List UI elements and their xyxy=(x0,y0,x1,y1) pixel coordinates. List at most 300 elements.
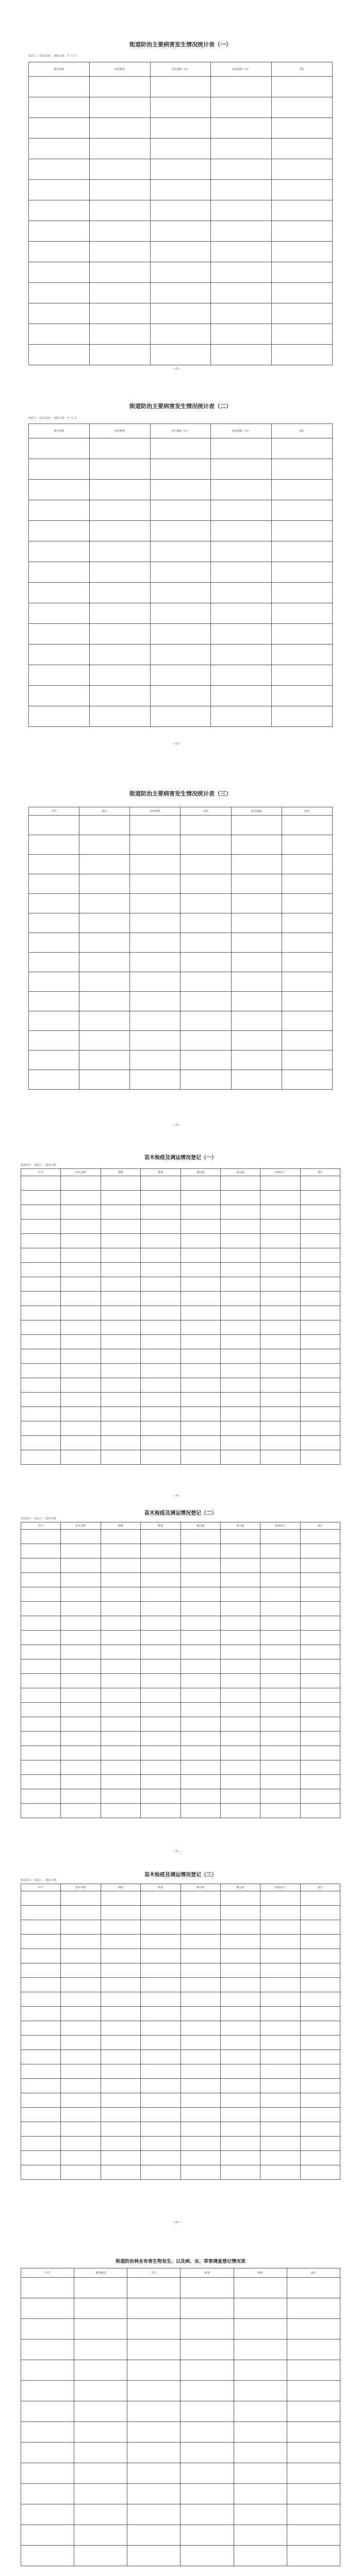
table-cell xyxy=(300,2165,340,2180)
table-cell xyxy=(21,1558,61,1573)
table-cell xyxy=(21,1407,61,1421)
table-cell xyxy=(220,1659,260,1674)
table-cell xyxy=(141,1248,180,1263)
col-header: 苗木名称 xyxy=(61,1169,101,1176)
table-cell xyxy=(29,603,90,624)
table-cell xyxy=(300,1963,340,1978)
table-cell xyxy=(300,1248,340,1263)
table-cell xyxy=(101,1717,140,1732)
table-cell xyxy=(21,1760,61,1775)
table-cell xyxy=(180,953,231,972)
table-cell xyxy=(211,438,272,459)
table-cell xyxy=(141,1746,180,1760)
table-cell xyxy=(101,1277,140,1292)
table-cell xyxy=(180,2340,234,2360)
table-cell xyxy=(101,1804,140,1818)
table-cell xyxy=(21,1906,61,1920)
page-1-table xyxy=(28,62,333,365)
table-cell xyxy=(130,874,180,894)
table-cell xyxy=(21,1631,61,1645)
table-cell xyxy=(300,1234,340,1248)
table-cell xyxy=(300,1349,340,1364)
col-header: 备注 xyxy=(300,1884,340,1891)
table-cell xyxy=(101,1891,140,1906)
table-cell xyxy=(272,686,333,706)
table-cell xyxy=(211,200,272,221)
table-row xyxy=(29,645,333,665)
table-cell xyxy=(287,2463,340,2484)
table-cell xyxy=(260,1645,300,1659)
table-cell xyxy=(300,1364,340,1378)
table-cell xyxy=(180,1920,220,1935)
table-cell xyxy=(29,665,90,686)
table-cell xyxy=(150,603,211,624)
page-3 xyxy=(0,762,361,1144)
col-header: 检疫证号 xyxy=(260,1169,300,1176)
table-cell xyxy=(234,2484,287,2504)
table-cell xyxy=(282,1070,332,1090)
table-cell xyxy=(260,2064,300,2079)
table-cell xyxy=(180,2093,220,2108)
table-row xyxy=(29,159,333,180)
table-cell xyxy=(21,1659,61,1674)
col-header: 备注 xyxy=(287,2268,340,2278)
table-cell xyxy=(260,1320,300,1335)
table-cell xyxy=(29,97,90,118)
table-row xyxy=(21,1616,340,1631)
table-cell xyxy=(74,2443,127,2463)
col-header: 调入地 xyxy=(220,1169,260,1176)
table-cell xyxy=(101,1436,140,1450)
table-cell xyxy=(272,345,333,365)
table-cell xyxy=(29,541,90,562)
col-header: 备注 xyxy=(282,807,332,816)
table-cell xyxy=(282,992,332,1011)
table-row xyxy=(29,77,333,97)
table-row xyxy=(21,1789,340,1804)
table-cell xyxy=(180,972,231,992)
table-cell xyxy=(21,2484,74,2504)
table-cell xyxy=(21,1263,61,1277)
table-cell xyxy=(29,242,90,262)
table-cell xyxy=(21,2340,74,2360)
table-cell xyxy=(234,2340,287,2360)
table-cell xyxy=(260,1364,300,1378)
table-cell xyxy=(130,894,180,913)
table-cell xyxy=(21,2422,74,2443)
table-cell xyxy=(101,1935,140,1949)
table-row xyxy=(21,1248,340,1263)
table-cell xyxy=(220,1248,260,1263)
table-cell xyxy=(300,1746,340,1760)
table-cell xyxy=(260,2108,300,2122)
table-cell xyxy=(74,2319,127,2340)
table-cell xyxy=(29,686,90,706)
table-cell xyxy=(180,1891,220,1906)
table-cell xyxy=(141,2036,180,2050)
table-cell xyxy=(89,438,150,459)
table-cell xyxy=(220,2137,260,2151)
table-cell xyxy=(180,1277,220,1292)
table-cell xyxy=(89,118,150,139)
table-cell xyxy=(300,1450,340,1465)
table-cell xyxy=(127,2401,180,2422)
table-cell xyxy=(21,1205,61,1219)
page-4-table xyxy=(21,1168,340,1465)
table-cell xyxy=(141,1688,180,1703)
table-cell xyxy=(101,2050,140,2064)
table-cell xyxy=(180,2165,220,2180)
table-cell xyxy=(21,1746,61,1760)
table-cell xyxy=(101,1191,140,1205)
table-cell xyxy=(21,1450,61,1465)
table-cell xyxy=(150,706,211,727)
table-cell xyxy=(101,1602,140,1616)
table-cell xyxy=(89,242,150,262)
table-cell xyxy=(101,1645,140,1659)
table-cell xyxy=(300,2064,340,2079)
table-cell xyxy=(150,583,211,603)
col-header: 地点名称 xyxy=(29,424,90,438)
table-cell xyxy=(61,1703,101,1717)
table-cell xyxy=(282,874,332,894)
table-cell xyxy=(89,303,150,324)
table-cell xyxy=(141,1558,180,1573)
table-cell xyxy=(220,1906,260,1920)
table-cell xyxy=(260,1421,300,1436)
table-cell xyxy=(211,262,272,283)
table-cell xyxy=(101,1219,140,1234)
table-cell xyxy=(287,2319,340,2340)
table-cell xyxy=(220,1378,260,1393)
table-row xyxy=(29,972,333,992)
table-row xyxy=(21,2340,340,2360)
table-cell xyxy=(231,1050,282,1070)
table-cell xyxy=(101,1587,140,1602)
page-7-title: 街道防治林业有害生物发生、以及病、虫、草害调查登记情况表 xyxy=(115,2259,245,2264)
table-cell xyxy=(141,1935,180,1949)
table-cell xyxy=(130,835,180,855)
table-cell xyxy=(220,1631,260,1645)
table-cell xyxy=(130,992,180,1011)
table-cell xyxy=(180,1205,220,1219)
table-cell xyxy=(220,2050,260,2064)
col-header: 苗木名称 xyxy=(61,1884,101,1891)
table-cell xyxy=(29,933,79,953)
table-cell xyxy=(89,159,150,180)
table-cell xyxy=(211,221,272,242)
table-cell xyxy=(89,180,150,200)
table-cell xyxy=(101,2007,140,2021)
table-row xyxy=(21,2122,340,2137)
table-row xyxy=(21,1573,340,1587)
table-cell xyxy=(272,324,333,345)
table-cell xyxy=(282,816,332,835)
table-cell xyxy=(61,1421,101,1436)
table-cell xyxy=(101,1963,140,1978)
table-row xyxy=(21,1963,340,1978)
table-cell xyxy=(180,1616,220,1631)
table-cell xyxy=(127,2484,180,2504)
table-cell xyxy=(211,459,272,480)
col-header: 面积 xyxy=(234,2268,287,2278)
table-cell xyxy=(300,1674,340,1688)
table-cell xyxy=(61,1935,101,1949)
table-row xyxy=(21,2064,340,2079)
table-cell xyxy=(89,562,150,583)
table-cell xyxy=(29,459,90,480)
table-cell xyxy=(150,118,211,139)
table-cell xyxy=(21,2319,74,2340)
table-cell xyxy=(272,303,333,324)
table-cell xyxy=(101,1349,140,1364)
table-cell xyxy=(21,1436,61,1450)
table-cell xyxy=(21,1378,61,1393)
table-row xyxy=(21,1335,340,1349)
table-row xyxy=(21,1891,340,1906)
table-cell xyxy=(21,2108,61,2122)
table-row xyxy=(21,1364,340,1378)
table-cell xyxy=(180,2298,234,2319)
table-cell xyxy=(220,1277,260,1292)
table-cell xyxy=(101,2064,140,2079)
table-cell xyxy=(89,480,150,500)
col-header: 面积 xyxy=(180,807,231,816)
table-cell xyxy=(180,2422,234,2443)
table-cell xyxy=(101,1949,140,1963)
table-cell xyxy=(272,139,333,159)
table-cell xyxy=(61,2151,101,2165)
table-cell xyxy=(180,1963,220,1978)
table-row xyxy=(21,2151,340,2165)
table-cell xyxy=(220,1349,260,1364)
table-cell xyxy=(130,1070,180,1090)
page-2 xyxy=(0,381,361,762)
table-cell xyxy=(74,2381,127,2401)
table-cell xyxy=(21,2525,74,2546)
table-row xyxy=(21,1746,340,1760)
table-cell xyxy=(61,1906,101,1920)
table-cell xyxy=(61,1558,101,1573)
table-cell xyxy=(141,1789,180,1804)
table-cell xyxy=(220,1558,260,1573)
table-cell xyxy=(300,1703,340,1717)
table-row xyxy=(21,2422,340,2443)
table-cell xyxy=(61,2021,101,2036)
table-cell xyxy=(260,1558,300,1573)
table-cell xyxy=(211,645,272,665)
table-cell xyxy=(220,1616,260,1631)
table-cell xyxy=(260,2151,300,2165)
table-cell xyxy=(21,1292,61,1306)
table-cell xyxy=(180,1407,220,1421)
table-cell xyxy=(74,2504,127,2525)
table-cell xyxy=(61,1717,101,1732)
table-cell xyxy=(260,1978,300,1992)
table-cell xyxy=(300,2036,340,2050)
table-row xyxy=(21,2443,340,2463)
table-row xyxy=(29,992,333,1011)
table-cell xyxy=(127,2298,180,2319)
table-cell xyxy=(260,2122,300,2137)
table-cell xyxy=(300,1421,340,1436)
table-cell xyxy=(61,1450,101,1465)
table-cell xyxy=(141,1544,180,1558)
col-header: 检疫证号 xyxy=(260,1522,300,1530)
table-cell xyxy=(89,283,150,303)
table-cell xyxy=(89,139,150,159)
table-cell xyxy=(130,1050,180,1070)
table-row xyxy=(21,2007,340,2021)
table-cell xyxy=(61,1659,101,1674)
table-cell xyxy=(260,1205,300,1219)
table-cell xyxy=(272,77,333,97)
table-cell xyxy=(260,1674,300,1688)
table-cell xyxy=(61,1760,101,1775)
table-cell xyxy=(21,1587,61,1602)
table-cell xyxy=(180,1191,220,1205)
col-header: 序号 xyxy=(29,807,79,816)
table-cell xyxy=(101,1393,140,1407)
table-cell xyxy=(260,1573,300,1587)
table-cell xyxy=(79,874,130,894)
table-cell xyxy=(231,933,282,953)
col-header: 检疫证号 xyxy=(260,1884,300,1891)
table-row xyxy=(21,2463,340,2484)
table-cell xyxy=(21,2298,74,2319)
table-cell xyxy=(220,1205,260,1219)
col-header: 病害种类 xyxy=(130,807,180,816)
table-row xyxy=(29,541,333,562)
table-cell xyxy=(29,521,90,541)
table-cell xyxy=(61,1992,101,2007)
table-cell xyxy=(300,1530,340,1544)
table-cell xyxy=(141,2165,180,2180)
table-cell xyxy=(234,2298,287,2319)
col-header: 防治面积（亩） xyxy=(211,424,272,438)
table-cell xyxy=(260,1393,300,1407)
table-cell xyxy=(272,521,333,541)
table-cell xyxy=(101,1205,140,1219)
col-header: 发生面积（亩） xyxy=(150,424,211,438)
table-row xyxy=(29,562,333,583)
table-cell xyxy=(300,1205,340,1219)
table-cell xyxy=(180,1906,220,1920)
table-cell xyxy=(272,706,333,727)
table-cell xyxy=(300,2137,340,2151)
table-cell xyxy=(211,562,272,583)
table-cell xyxy=(21,1421,61,1436)
table-cell xyxy=(180,1263,220,1277)
table-cell xyxy=(300,1602,340,1616)
table-cell xyxy=(150,242,211,262)
table-cell xyxy=(141,1421,180,1436)
col-header: 苗木名称 xyxy=(61,1522,101,1530)
table-cell xyxy=(61,2165,101,2180)
table-row xyxy=(21,1234,340,1248)
table-cell xyxy=(220,1421,260,1436)
table-cell xyxy=(29,706,90,727)
table-cell xyxy=(234,2381,287,2401)
table-cell xyxy=(29,913,79,933)
table-cell xyxy=(300,1949,340,1963)
table-cell xyxy=(29,1050,79,1070)
page-3-title: 街道防治主要病害发生情况统计表（三） xyxy=(129,790,232,797)
table-cell xyxy=(101,1978,140,1992)
table-cell xyxy=(260,2050,300,2064)
table-cell xyxy=(79,816,130,835)
table-cell xyxy=(260,1450,300,1465)
table-row xyxy=(29,1070,333,1090)
table-cell xyxy=(287,2504,340,2525)
table-cell xyxy=(220,1963,260,1978)
table-cell xyxy=(260,1219,300,1234)
table-cell xyxy=(272,645,333,665)
table-cell xyxy=(29,1011,79,1031)
table-cell xyxy=(21,1602,61,1616)
table-cell xyxy=(89,345,150,365)
table-row xyxy=(21,1717,340,1732)
table-cell xyxy=(231,835,282,855)
table-cell xyxy=(141,1804,180,1818)
table-cell xyxy=(300,1219,340,1234)
col-header: 病害种类 xyxy=(89,424,150,438)
table-cell xyxy=(220,2064,260,2079)
table-row xyxy=(29,1031,333,1050)
table-cell xyxy=(180,2360,234,2381)
table-cell xyxy=(141,2050,180,2064)
table-cell xyxy=(272,200,333,221)
table-row xyxy=(21,1558,340,1573)
table-cell xyxy=(21,1335,61,1349)
table-cell xyxy=(130,972,180,992)
table-cell xyxy=(260,2093,300,2108)
table-cell xyxy=(101,1703,140,1717)
table-cell xyxy=(300,2151,340,2165)
table-cell xyxy=(21,2463,74,2484)
col-header: 序号 xyxy=(21,1884,61,1891)
table-cell xyxy=(29,118,90,139)
table-cell xyxy=(21,1277,61,1292)
table-row xyxy=(21,1450,340,1465)
table-cell xyxy=(127,2546,180,2566)
table-row xyxy=(21,1674,340,1688)
table-row xyxy=(21,2036,340,2050)
table-cell xyxy=(127,2319,180,2340)
table-cell xyxy=(21,2546,74,2566)
table-cell xyxy=(101,1746,140,1760)
table-cell xyxy=(220,1775,260,1789)
table-cell xyxy=(287,2298,340,2319)
table-cell xyxy=(260,1949,300,1963)
table-row xyxy=(29,97,333,118)
table-cell xyxy=(300,1789,340,1804)
table-cell xyxy=(300,1320,340,1335)
table-cell xyxy=(141,1674,180,1688)
page-2-title: 街道防治主要病害发生情况统计表（二） xyxy=(129,403,232,410)
table-cell xyxy=(130,933,180,953)
table-cell xyxy=(180,2443,234,2463)
table-cell xyxy=(180,1935,220,1949)
table-cell xyxy=(180,1746,220,1760)
table-cell xyxy=(220,1935,260,1949)
col-header: 调出地 xyxy=(180,1884,220,1891)
table-cell xyxy=(21,2278,74,2298)
table-row xyxy=(21,1645,340,1659)
table-cell xyxy=(220,1176,260,1191)
table-cell xyxy=(260,1436,300,1450)
table-cell xyxy=(231,913,282,933)
